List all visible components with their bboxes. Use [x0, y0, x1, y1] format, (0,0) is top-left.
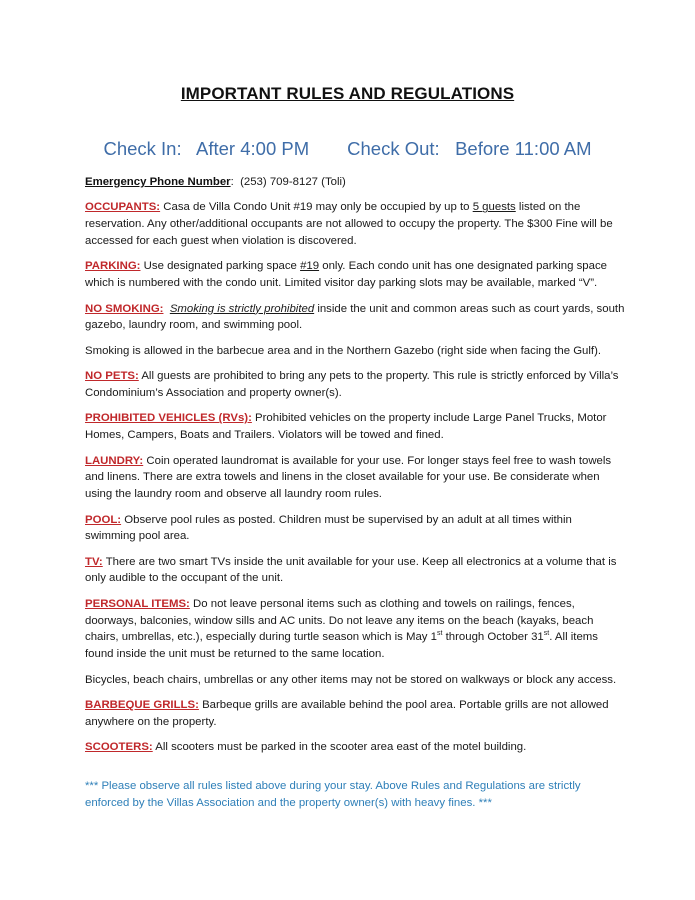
page-title: IMPORTANT RULES AND REGULATIONS [180, 84, 515, 103]
pool-label: POOL: [85, 513, 122, 526]
check-out-text: Check Out: Before 11:00 AM [347, 138, 592, 159]
occupants-text-2: listed on the reservation. Any other/additional occupants are not allowed to occupy the property. The $300 Fine will be accessed for each guest when violation is discovered. [85, 201, 613, 247]
bbq-text: Barbeque grills are available behind the pool area. Portable grills are not allowed anywhere on the property. [85, 699, 609, 728]
rule-no-pets [85, 368, 625, 402]
personal-text: Do not leave personal items such as clothing and towels on railings, fences, doorways, balconies, window sills and AC units. Do not leave any items on the beach (kayaks, beach chairs, umbrellas, etc.), especially during turtle season which is May 1 [85, 597, 594, 644]
occupants-text: Casa de Villa Condo Unit #19 may only be occupied by up to [160, 201, 473, 214]
rule-personal-items [85, 596, 625, 663]
personal-sup-1: st [437, 630, 443, 638]
rule-laundry [85, 453, 625, 503]
rule-scooters [85, 739, 625, 756]
no-pets-label: NO PETS: [85, 370, 139, 383]
parking-text-2: only. Each condo unit has one designated parking space which is numbered with the condo unit. Limited visitor day parking slots may be available, marked “V”. [85, 260, 607, 290]
tv-label: TV: [85, 555, 103, 568]
rule-barbeque-grills [85, 697, 625, 731]
personal-sup-2: st [543, 630, 550, 638]
rule-no-smoking [85, 301, 625, 335]
tv-text: There are two smart TVs inside the unit available for your use. Keep all electronics at a volume that is only audible to the occupant of the unit. [85, 555, 617, 585]
personal-text-2: through October 31 [442, 631, 544, 644]
parking-label: PARKING: [85, 260, 141, 273]
no-smoking-label: NO SMOKING: [85, 302, 164, 315]
no-smoking-text: inside the unit and common areas such as court yards, south gazebo, laundry room, and swimming pool. [85, 302, 625, 332]
parking-text: Use designated parking space [140, 260, 301, 273]
no-pets-text: All guests are prohibited to bring any pets to the property. This rule is strictly enforced by Villa’s Condominium’s Association and property owner(s). [85, 370, 619, 399]
laundry-text: Coin operated laundromat is available for your use. For longer stays feel free to wash towels and linens. There are extra towels and linens in the closet available for your use. Be considerate when using the laundry room and observe all laundry room rules. [85, 454, 612, 501]
rules-body [85, 174, 625, 820]
no-smoking-emphasis: Smoking is strictly prohibited [169, 302, 315, 315]
rule-occupants [85, 199, 625, 249]
pool-text: Observe pool rules as posted. Children must be supervised by an adult at all times within swimming pool area. [85, 513, 572, 543]
rule-pool [85, 512, 625, 546]
emergency-label: Emergency Phone Number [85, 176, 231, 188]
emergency-value: (253) 709-8127 (Toli) [233, 176, 346, 188]
rule-tv [85, 554, 625, 588]
check-times [0, 138, 695, 160]
rule-parking [85, 258, 625, 292]
laundry-label: LAUNDRY: [85, 454, 144, 467]
emergency-phone [85, 174, 625, 191]
vehicles-text: Prohibited vehicles on the property include Large Panel Trucks, Motor Homes, Campers, Boats and Trailers. Violators will be towed and fined. [85, 412, 607, 442]
occupants-guest-limit: 5 guests [472, 201, 516, 214]
bbq-label: BARBEQUE GRILLS: [85, 699, 199, 712]
scooters-text: All scooters must be parked in the scooter area east of the motel building. [152, 741, 527, 754]
rule-prohibited-vehicles [85, 410, 625, 444]
occupants-label: OCCUPANTS: [85, 201, 161, 214]
check-in-text: Check In: After 4:00 PM [103, 138, 310, 159]
smoking-allowed-note: Smoking is allowed in the barbecue area and in the Northern Gazebo (right side when facing the Gulf). [85, 344, 602, 357]
parking-space-number: #19 [300, 260, 320, 273]
scooters-label: SCOOTERS: [85, 741, 153, 754]
emergency-sep: : [230, 176, 234, 188]
personal-text-3: . All items found inside the unit must be returned to the same location. [85, 631, 598, 661]
bicycles-note: Bicycles, beach chairs, umbrellas or any other items may not be stored on walkways or block any access. [85, 673, 617, 686]
vehicles-label: PROHIBITED VEHICLES (RVs): [85, 412, 252, 425]
footer-notice: *** Please observe all rules listed above during your stay. Above Rules and Regulations are strictly enforced by the Villas Association and the property owner(s) with heavy fines. *** [85, 780, 581, 809]
personal-label: PERSONAL ITEMS: [85, 597, 190, 610]
